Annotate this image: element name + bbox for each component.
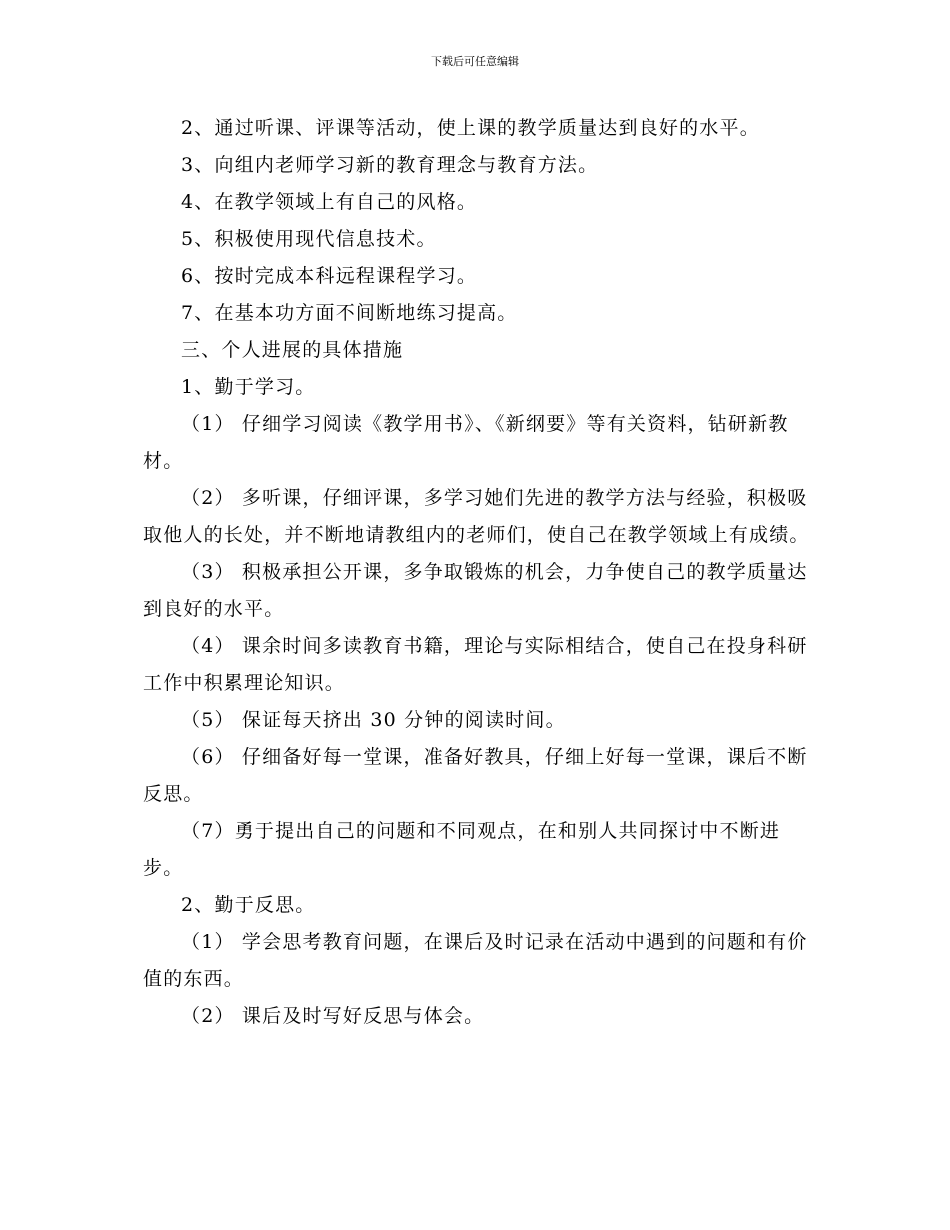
paragraph: （2） 多听课，仔细评课，多学习她们先进的教学方法与经验，积极吸取他人的长处，并不断地请教组内的老师们，使自己在教学领域上有成绩。 xyxy=(143,487,810,546)
paragraph: 6、按时完成本科远程课程学习。 xyxy=(181,265,478,287)
paragraph: 7、在基本功方面不间断地练习提高。 xyxy=(181,302,518,324)
paragraph: （3） 积极承担公开课，多争取锻炼的机会，力争使自己的教学质量达到良好的水平。 xyxy=(143,561,808,620)
paragraph: （5） 保证每天挤出 30 分钟的阅读时间。 xyxy=(181,709,566,731)
page-header: 下载后可任意编辑 xyxy=(431,55,519,68)
paragraph: （2） 课后及时写好反思与体会。 xyxy=(181,1005,485,1027)
paragraph: （4） 课余时间多读教育书籍，理论与实际相结合，使自己在投身科研工作中积累理论知识。 xyxy=(143,635,808,694)
paragraph: 5、积极使用现代信息技术。 xyxy=(181,228,437,250)
paragraph: （6） 仔细备好每一堂课，准备好教具，仔细上好每一堂课，课后不断反思。 xyxy=(143,746,808,805)
section-heading: 三、个人进展的具体措施 xyxy=(181,339,404,361)
document-body xyxy=(143,110,813,1035)
paragraph: 4、在教学领域上有自己的风格。 xyxy=(181,191,478,213)
paragraph: 2、通过听课、评课等活动，使上课的教学质量达到良好的水平。 xyxy=(181,117,760,139)
subsection-heading: 1、勤于学习。 xyxy=(181,376,316,398)
paragraph: （1） 学会思考教育问题，在课后及时记录在活动中遇到的问题和有价值的东西。 xyxy=(143,931,808,990)
paragraph: （1） 仔细学习阅读《教学用书》、《新纲要》等有关资料，钻研新教材。 xyxy=(143,413,789,472)
paragraph: 3、向组内老师学习新的教育理念与教育方法。 xyxy=(181,154,599,176)
subsection-heading: 2、勤于反思。 xyxy=(181,894,316,916)
paragraph: （7）勇于提出自己的问题和不同观点，在和别人共同探讨中不断进步。 xyxy=(143,820,781,879)
